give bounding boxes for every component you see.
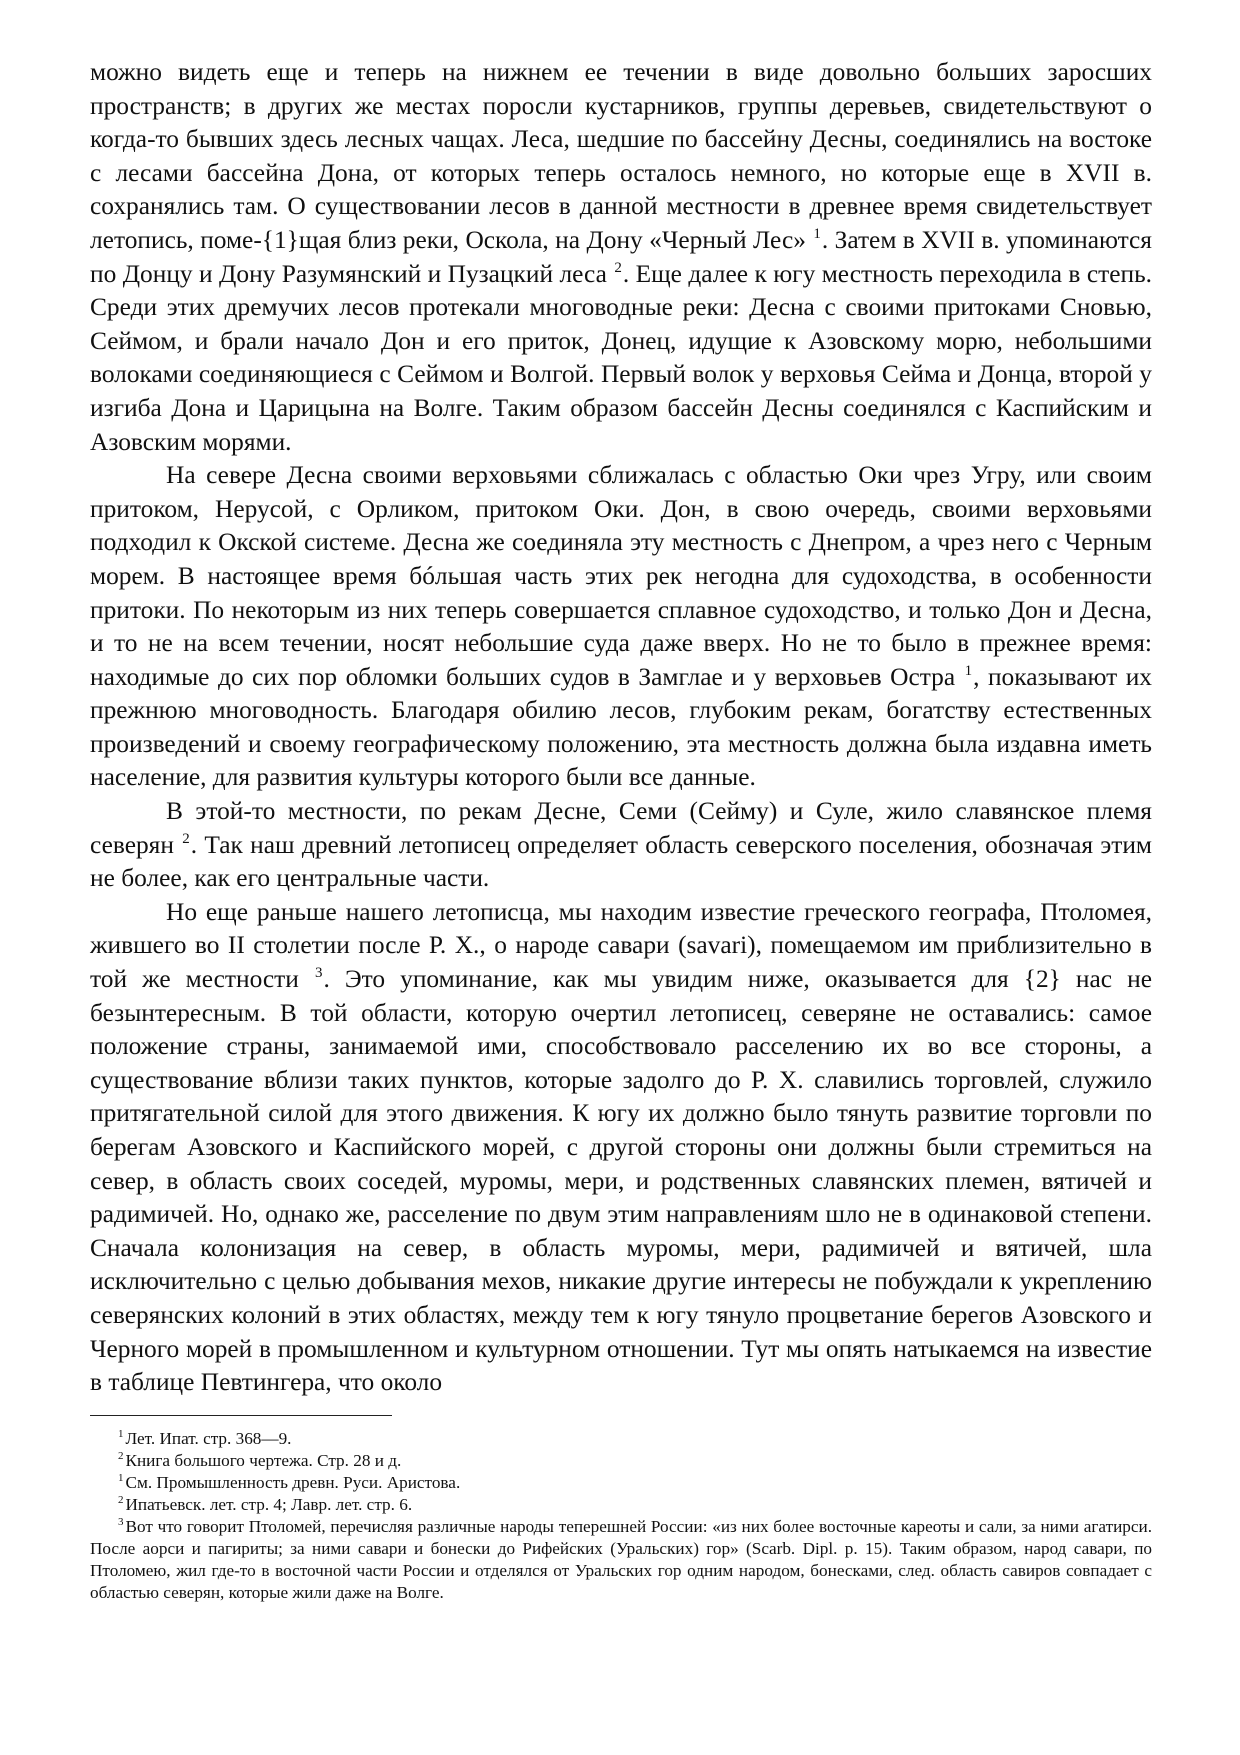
paragraph xyxy=(90,459,1152,795)
footnote-ref[interactable]: 2 xyxy=(614,259,622,276)
paragraph xyxy=(90,896,1152,1400)
footnote xyxy=(90,1428,1152,1450)
footnote-mark: 2 xyxy=(118,1449,124,1462)
footnote-ref[interactable]: 3 xyxy=(314,965,323,982)
paragraph-text: . Так наш древний летописец определяет область северского поселения, обозначая этим не более, как его центральные части. xyxy=(90,830,1152,893)
footnote-mark: 3 xyxy=(118,1515,124,1528)
footnote-ref[interactable]: 2 xyxy=(182,830,190,847)
footnote-text: Вот что говорит Птоломей, перечисляя различные народы теперешней России: «из них более восточные кареоты и сали, за ними агатирси. После аорси и пагириты; за ними савари и бонески до Рифейских (Уральских) гор» (Scarb. Dipl. p. 15). Таким образом, народ савари, по Птоломею, жил где-то в восточной части России и отделялся от Уральских гор одним народом, бонесками, след. область савиров совпадает с областью северян, которые жили даже на Волге. xyxy=(90,1516,1152,1602)
body-text xyxy=(90,56,1152,1400)
footnote-text: Книга большого чертежа. Стр. 28 и д. xyxy=(125,1450,402,1470)
footnote xyxy=(90,1494,1152,1516)
paragraph-text: . Еще далее к югу местность переходила в степь. Среди этих дремучих лесов протекали многоводные реки: Десна с своими притоками Сновью, Сеймом, и брали начало Дон и его приток, Донец, идущие к Азовскому морю, небольшими волоками соединяющиеся с Сеймом и Волгой. Первый волок у верховья Сейма и Донца, второй у изгиба Дона и Царицына на Волге. Таким образом бассейн Десны соединялся с Каспийским и Азовским морями. xyxy=(90,259,1152,456)
footnote xyxy=(90,1450,1152,1472)
footnote-ref[interactable]: 1 xyxy=(964,662,973,679)
paragraph-text: можно видеть еще и теперь на нижнем ее течении в виде довольно больших заросших пространств; в других же местах поросли кустарников, группы деревьев, свидетельствуют о когда-то бывших здесь лесных чащах. Леса, шедшие по бассейну Десны, соединялись на востоке с лесами бассейна Дона, от которых теперь осталось немного, но которые еще в XVII в. сохранялись там. О существовании лесов в данной местности в древнее время свидетельствует летопись, поме-{1}щая близ реки, Оскола, на Дону «Черный Лес» xyxy=(90,58,1152,254)
footnote-text: Лет. Ипат. стр. 368—9. xyxy=(125,1428,292,1448)
paragraph-text: . Затем в XVII в. упоминаются по Донцу и Дону Разумянский и Пузацкий леса xyxy=(90,225,1152,288)
footnote-text: Ипатьевск. лет. стр. 4; Лавр. лет. стр. 6. xyxy=(125,1494,413,1514)
footnote-divider xyxy=(90,1415,392,1416)
paragraph-text: Но еще раньше нашего летописца, мы находим известие греческого географа, Птоломея, жившего во II столетии после Р. Х., о народе савари (savari), помещаемом им приблизительно в той же местности xyxy=(90,897,1152,994)
footnotes xyxy=(90,1428,1152,1604)
paragraph-text: , показывают их прежнюю многоводность. Благодаря обилию лесов, глубоким рекам, богатству естественных произведений и своему географическому положению, эта местность должна была издавна иметь население, для развития культуры которого были все данные. xyxy=(90,662,1152,792)
footnote xyxy=(90,1472,1152,1494)
footnote-mark: 2 xyxy=(118,1493,124,1506)
paragraph xyxy=(90,795,1152,896)
paragraph xyxy=(90,56,1152,459)
paragraph-text: На севере Десна своими верховьями сближалась с областью Оки чрез Угру, или своим притоком, Нерусой, с Орликом, притоком Оки. Дон, в свою очередь, своими верховьями подходил к Окской системе. Десна же соединяла эту местность с Днепром, а чрез него с Черным морем. В настоящее время бóльшая часть этих рек негодна для судоходства, в особенности притоки. По некоторым из них теперь совершается сплавное судоходство, и только Дон и Десна, и то не на всем течении, носят небольшие суда даже вверх. Но не то было в прежнее время: находимые до сих пор обломки больших судов в Замглае и у верховьев Остра xyxy=(90,461,1152,691)
paragraph-text: В этой-то местности, по рекам Десне, Семи (Сейму) и Суле, жило славянское племя северян xyxy=(90,797,1152,859)
footnote-text: См. Промышленность древн. Руси. Аристова. xyxy=(125,1472,461,1492)
paragraph-text: . Это упоминание, как мы увидим ниже, оказывается для {2} нас не безынтересным. В той области, которую очертил летописец, северяне не оставались: самое положение страны, занимаемой ими, способствовало расселению их во все стороны, а существование вблизи таких пунктов, которые задолго до Р. Х. славились торговлей, служило притягательной силой для этого движения. К югу их должно было тянуть развитие торговли по берегам Азовского и Каспийского морей, с другой стороны они должны были стремиться на север, в область своих соседей, муромы, мери, и родственных славянских племен, вятичей и радимичей. Но, однако же, расселение по двум этим направлениям шло не в одинаковой степени. Сначала колонизация на север, в область муромы, мери, радимичей и вятичей, шла исключительно с целью добывания мехов, никакие другие интересы не побуждали к укреплению северянских колоний в этих областях, между тем к югу тянуло процветание берегов Азовского и Черного морей в промышленном и культурном отношении. Тут мы опять натыкаемся на известие в таблице Певтингера, что около xyxy=(90,965,1152,1397)
document-page xyxy=(90,56,1152,1604)
footnote-mark: 1 xyxy=(118,1427,124,1440)
footnote xyxy=(90,1516,1152,1604)
footnote-mark: 1 xyxy=(118,1471,124,1484)
footnote-ref[interactable]: 1 xyxy=(813,225,821,242)
